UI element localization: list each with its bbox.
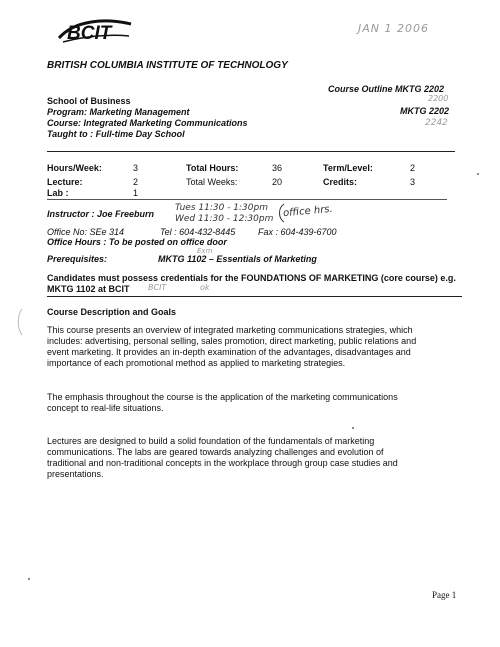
candidates-requirement: Candidates must possess credentials for the FOUNDATIONS OF MARKETING (core course) e.g. [47,273,456,283]
paragraph-line: The emphasis throughout the course is the application of the marketing communications [47,392,398,402]
page-number: Page 1 [432,590,457,600]
taught-to: Taught to : Full-time Day School [47,129,185,139]
course-code: MKTG 2202 [400,106,450,116]
divider-prereq [47,296,462,297]
bcit-logo [55,16,135,46]
office-number: Office No: SEe 314 [47,227,125,237]
lecture-value: 2 [133,177,139,187]
credits-label: Credits: [323,177,358,187]
instructor-name: Instructor : Joe Freeburn [47,209,155,219]
program: Program: Marketing Management [47,107,190,117]
candidates-requirement-course: MKTG 1102 at BCIT [47,284,130,294]
credits-value: 3 [410,177,416,187]
total-weeks-label: Total Weeks: [186,177,238,187]
paragraph-line: importance of each promotional method as applied to marketing strategies. [47,358,346,368]
faint-note-ok: ok [200,283,210,292]
faint-note-bcit: BCIT [148,283,167,292]
course-name: Course: Integrated Marketing Communications [47,118,248,128]
scan-speck [477,173,479,175]
bracket-mark-icon [275,202,287,224]
description-paragraph-2 [47,392,447,414]
scan-speck [352,427,354,429]
course-outline-label: Course Outline MKTG 2202 [328,84,445,94]
scan-speck [28,578,30,580]
section-heading: Course Description and Goals [47,307,177,317]
paragraph-line: traditional and non-traditional concepts in the workplace through group case studies and [47,458,398,468]
handwritten-note-1: 2200 [428,94,449,103]
received-stamp: JAN 1 2006 [358,22,429,35]
description-paragraph-3 [47,436,447,480]
term-level-label: Term/Level: [323,163,373,173]
paragraph-line: concept to real-life situations. [47,403,164,413]
prerequisites-label: Prerequisites: [47,254,108,264]
lab-label: Lab : [47,188,69,198]
telephone: Tel : 604-432-8445 [160,227,236,237]
bcit-logo-swoosh-icon [55,16,135,46]
hours-week-label: Hours/Week: [47,163,102,173]
handwritten-office-time-2: Wed 11:30 - 12:30pm [175,214,274,224]
handwritten-office-time-1: Tues 11:30 - 1:30pm [175,203,268,213]
school-name: School of Business [47,96,131,106]
handwritten-office-hrs: office hrs. [282,203,334,220]
total-hours-value: 36 [272,163,283,173]
paragraph-line: Lectures are designed to build a solid foundation of the fundamentals of marketing [47,436,375,446]
paragraph-line: presentations. [47,469,104,479]
paragraph-line: This course presents an overview of integrated marketing communications strategies, which [47,325,413,335]
institute-name: BRITISH COLUMBIA INSTITUTE OF TECHNOLOGY [47,60,288,71]
prerequisites-value: MKTG 1102 – Essentials of Marketing [158,254,317,264]
term-level-value: 2 [410,163,416,173]
paragraph-line: event marketing. It provides an in-depth examination of the advantages, disadvantages and [47,347,411,357]
lecture-label: Lecture: [47,177,83,187]
lab-value: 1 [133,188,139,198]
total-weeks-value: 20 [272,177,283,187]
fax: Fax : 604-439-6700 [258,227,337,237]
description-paragraph-1 [47,325,447,369]
office-hours: Office Hours : To be posted on office door [47,237,227,247]
hours-week-value: 3 [133,163,139,173]
divider-stats [47,199,447,200]
paragraph-line: communications. The labs are geared towards analyzing challenges and evolution of [47,447,384,457]
handwritten-note-2: 2242 [425,118,448,128]
scan-edge-mark-icon [16,308,24,336]
paragraph-line: includes: advertising, personal selling, sales promotion, direct marketing, public relations and [47,336,417,346]
total-hours-label: Total Hours: [186,163,239,173]
handwritten-prereq-note: Exm [197,247,213,255]
svg-text:BCIT: BCIT [67,23,112,44]
divider-top [47,151,455,152]
